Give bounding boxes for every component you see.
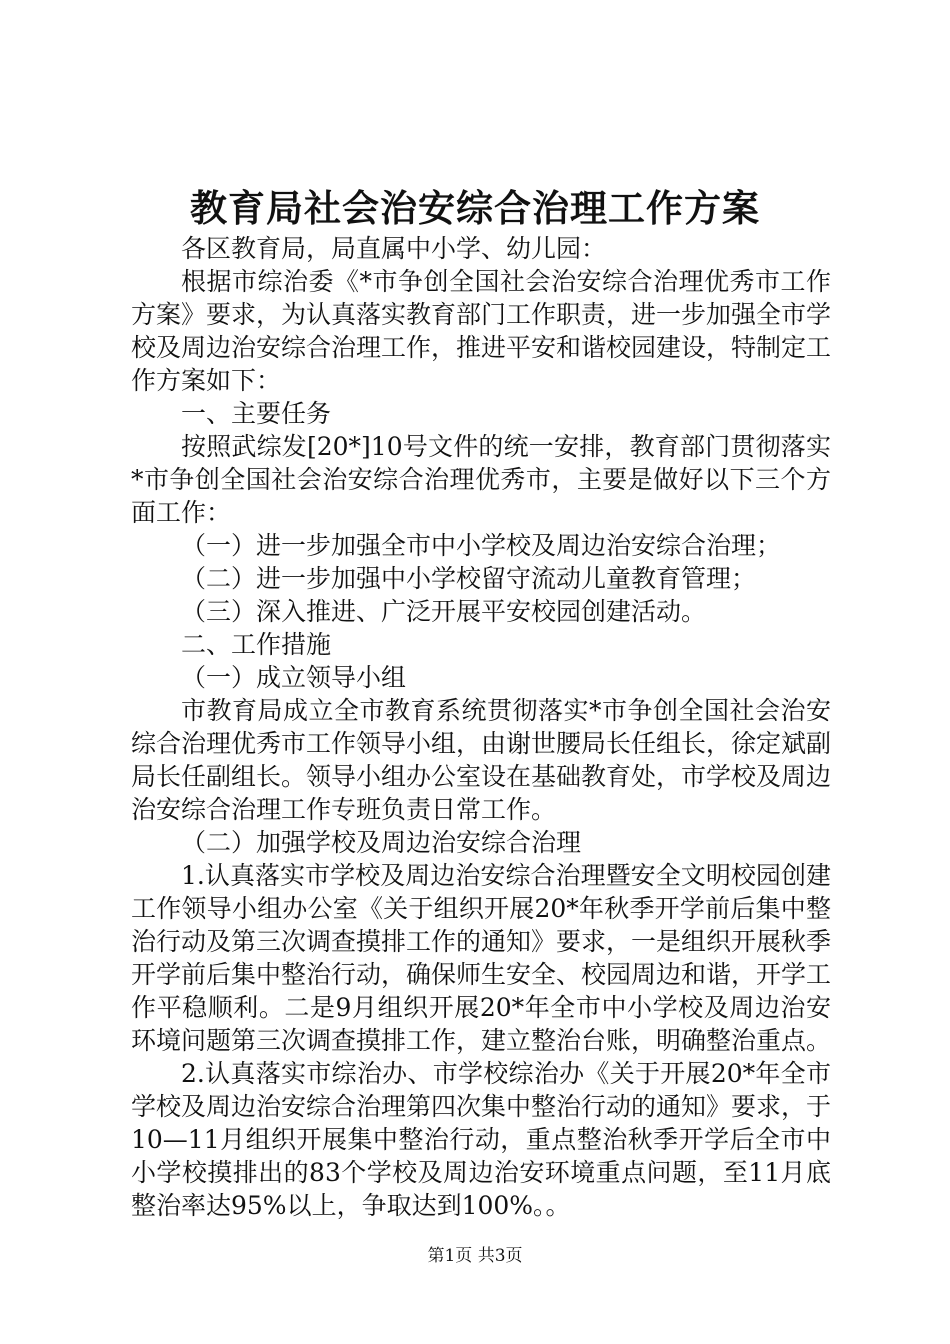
salutation: 各区教育局，局直属中小学、幼儿园： bbox=[181, 234, 607, 263]
page-number-footer: 第1页 共3页 bbox=[427, 1246, 523, 1266]
paragraph-tasks: 按照武综发[20*]10号文件的统一安排，教育部门贯彻落实*市争创全国社会治安综合治理优秀市，主要是做好以下三个方面工作： bbox=[131, 432, 831, 527]
section-heading-main-tasks: 一、主要任务 bbox=[181, 399, 332, 428]
document-title: 教育局社会治安综合治理工作方案 bbox=[190, 186, 760, 230]
task-item-3: （三）深入推进、广泛开展平安校园创建活动。 bbox=[181, 597, 707, 626]
paragraph-leadership: 市教育局成立全市教育系统贯彻落实*市争创全国社会治安综合治理优秀市工作领导小组，由谢世腰局长任组长，徐定斌副局长任副组长。领导小组办公室设在基础教育处，市学校及周边治安综合治理工作专班负责日常工作。 bbox=[131, 696, 832, 824]
paragraph-measure-2: 2.认真落实市综治办、市学校综治办《关于开展20*年全市学校及周边治安综合治理第四次集中整治行动的通知》要求，于10—11月组织开展集中整治行动，重点整治秋季开学后全市中小学校摸排出的83个学校及周边治安环境重点问题，至11月底整治率达95%以上，争取达到100%。。 bbox=[131, 1059, 832, 1220]
section-heading-measures: 二、工作措施 bbox=[181, 630, 332, 659]
task-item-1: （一）进一步加强全市中小学校及周边治安综合治理； bbox=[181, 531, 782, 560]
subsection-heading-governance: （二）加强学校及周边治安综合治理 bbox=[181, 828, 582, 857]
task-item-2: （二）进一步加强中小学校留守流动儿童教育管理； bbox=[181, 564, 757, 593]
document-body bbox=[131, 232, 831, 1222]
subsection-heading-leadership: （一）成立领导小组 bbox=[181, 663, 407, 692]
paragraph-measure-1: 1.认真落实市学校及周边治安综合治理暨安全文明校园创建工作领导小组办公室《关于组织开展20*年秋季开学前后集中整治行动及第三次调查摸排工作的通知》要求，一是组织开展秋季开学前后集中整治行动，确保师生安全、校园周边和谐，开学工作平稳顺利。二是9月组织开展20*年全市中小学校及周边治安环境问题第三次调查摸排工作，建立整治台账，明确整治重点。 bbox=[131, 861, 832, 1055]
paragraph-intro: 根据市综治委《*市争创全国社会治安综合治理优秀市工作方案》要求，为认真落实教育部门工作职责，进一步加强全市学校及周边治安综合治理工作，推进平安和谐校园建设，特制定工作方案如下： bbox=[131, 267, 832, 395]
